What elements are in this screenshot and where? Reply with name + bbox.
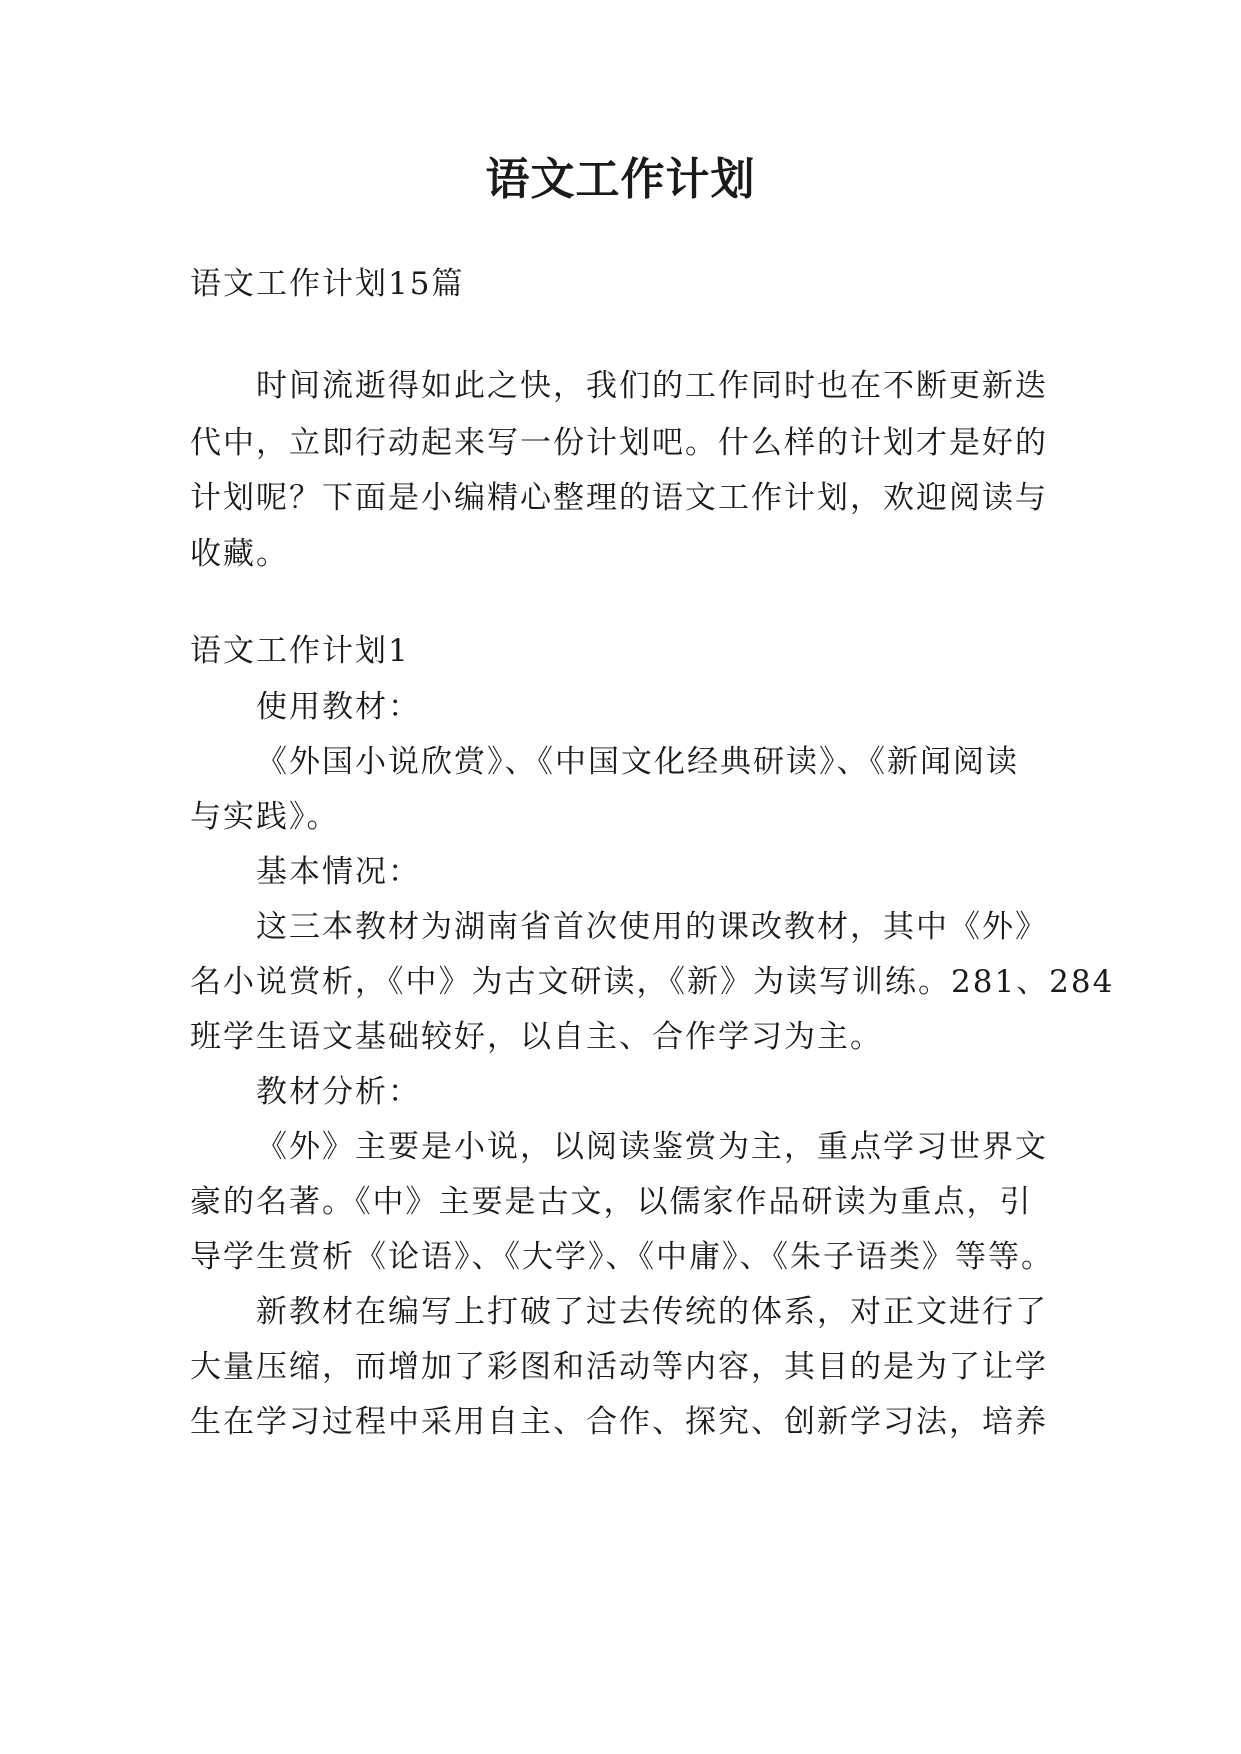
analysis-line-3: 导学生赏析《论语》、《大学》、《中庸》、《朱子语类》等等。 [190, 1239, 1054, 1275]
new-materials-line-3: 生在学习过程中采用自主、合作、探究、创新学习法，培养 [190, 1404, 1048, 1440]
new-materials-line-1: 新教材在编写上打破了过去传统的体系，对正文进行了 [256, 1294, 1048, 1330]
materials-line-2: 与实践》。 [190, 799, 340, 835]
intro-line-2: 代中，立即行动起来写一份计划吧。什么样的计划才是好的 [190, 425, 1048, 461]
new-materials-line-2: 大量压缩，而增加了彩图和活动等内容，其目的是为了让学 [190, 1349, 1048, 1385]
basic-line-3: 班学生语文基础较好，以自主、合作学习为主。 [190, 1019, 883, 1055]
basic-line-1: 这三本教材为湖南省首次使用的课改教材，其中《外》 [256, 909, 1048, 945]
analysis-label: 教材分析： [256, 1074, 421, 1110]
section-title: 语文工作计划1 [190, 633, 410, 669]
intro-line-1: 时间流逝得如此之快，我们的工作同时也在不断更新迭 [256, 368, 1048, 404]
basic-label: 基本情况： [256, 854, 421, 890]
materials-line-1: 《外国小说欣赏》、《中国文化经典研读》、《新闻阅读 [256, 744, 1019, 780]
intro-line-4: 收藏。 [190, 536, 289, 572]
basic-line-2: 名小说赏析，《中》为古文研读，《新》为读写训练。281、284 [190, 964, 1115, 1000]
document-title: 语文工作计划 [485, 154, 756, 205]
intro-line-3: 计划呢？下面是小编精心整理的语文工作计划，欢迎阅读与 [190, 480, 1048, 516]
analysis-line-1: 《外》主要是小说，以阅读鉴赏为主，重点学习世界文 [256, 1129, 1048, 1165]
document-subtitle: 语文工作计划15篇 [190, 266, 465, 302]
materials-label: 使用教材： [256, 689, 421, 725]
analysis-line-2: 豪的名著。《中》主要是古文，以儒家作品研读为重点，引 [190, 1184, 1033, 1220]
